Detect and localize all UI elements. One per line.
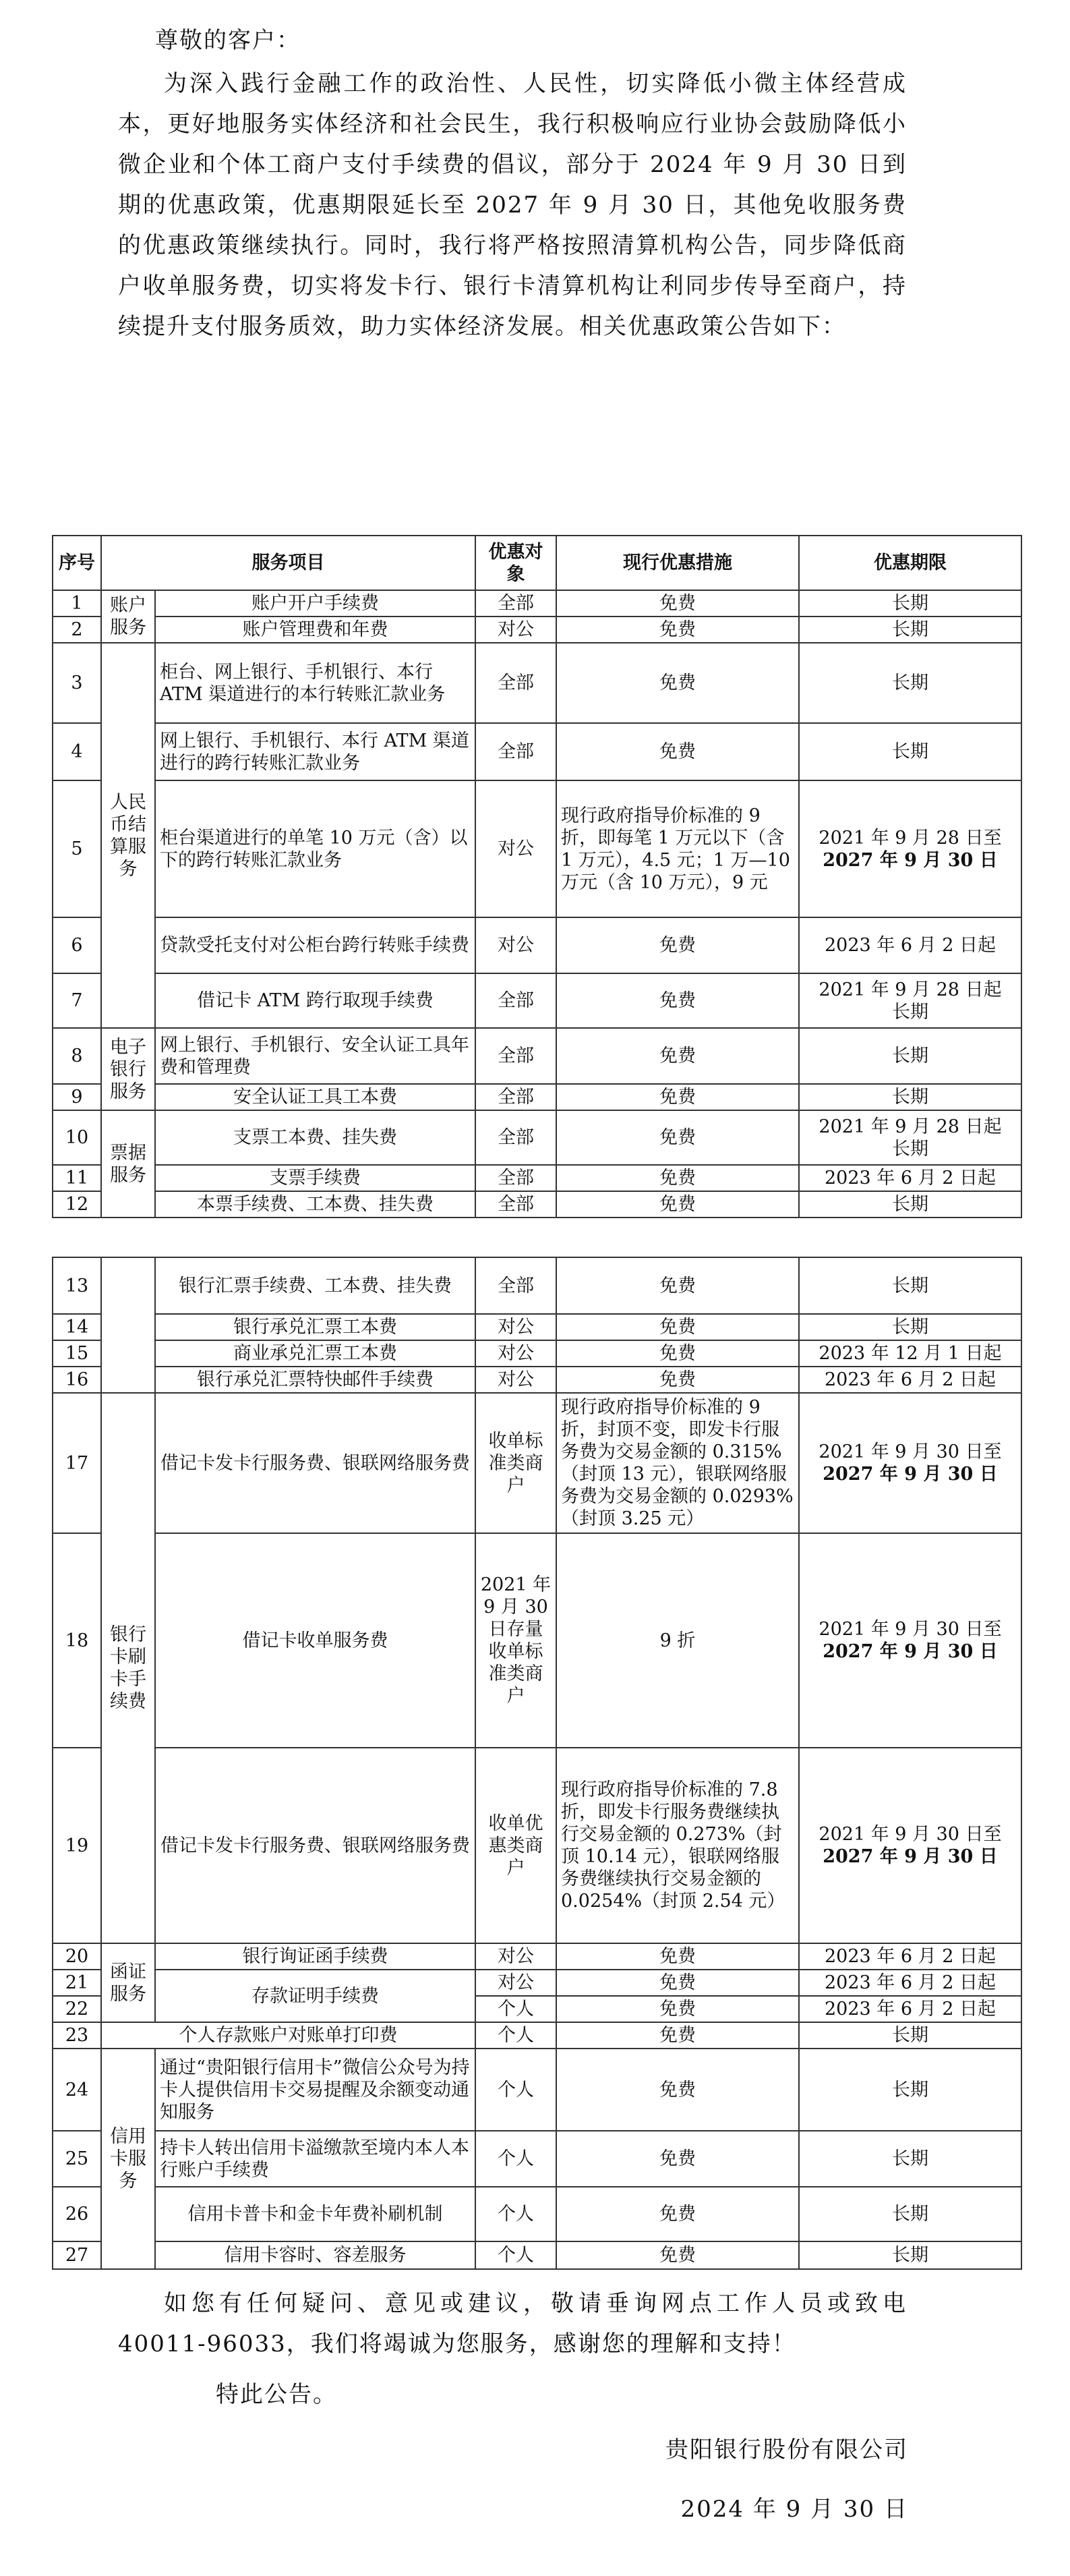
header-item: 服务项目 [101,536,475,590]
row-measure: 免费 [556,2049,799,2131]
table-row [53,2022,1021,2049]
row-period: 长期 [799,1191,1021,1218]
row-measure: 免费 [556,643,799,723]
row-item: 本票手续费、工本费、挂失费 [155,1191,475,1218]
row-target: 对公 [475,1367,556,1393]
row-target: 对公 [475,1943,556,1970]
row-item: 持卡人转出信用卡溢缴款至境内本人本行账户手续费 [155,2131,475,2187]
header-target: 优惠对象 [475,536,556,590]
row-no: 11 [53,1165,101,1191]
row-item: 账户开户手续费 [155,590,475,617]
row-period [799,780,1021,917]
row-item: 通过“贵阳银行信用卡”微信公众号为持卡人提供信用卡交易提醒及余额变动通知服务 [155,2049,475,2131]
row-item: 支票工本费、挂失费 [155,1110,475,1165]
period-end: 2027 年 9 月 30 日 [823,1846,998,1867]
row-measure: 免费 [556,2022,799,2049]
row-item: 信用卡普卡和金卡年费补刷机制 [155,2187,475,2241]
period-start: 2021 年 9 月 28 日起 [819,979,1002,1000]
row-period: 长期 [799,2131,1021,2187]
period-end: 长期 [892,1138,928,1160]
row-no: 22 [53,1996,101,2022]
fee-table-part-2 [52,1257,1022,2270]
table-row [53,1748,1021,1943]
row-target: 对公 [475,780,556,917]
row-item: 信用卡容时、容差服务 [155,2241,475,2269]
row-no: 24 [53,2049,101,2131]
row-no: 8 [53,1028,101,1084]
row-target: 全部 [475,643,556,723]
row-item: 支票手续费 [155,1165,475,1191]
row-item: 商业承兑汇票工本费 [155,1340,475,1367]
row-measure: 免费 [556,590,799,617]
header-period: 优惠期限 [799,536,1021,590]
period-end: 2027 年 9 月 30 日 [823,849,998,871]
row-measure: 现行政府指导价标准的 9 折，即每笔 1 万元以下（含 1 万元），4.5 元；1 万—10 万元（含 10 万元），9 元 [556,780,799,917]
row-period: 长期 [799,1084,1021,1110]
table-row [53,1084,1021,1110]
row-no: 4 [53,723,101,780]
row-period: 长期 [799,617,1021,643]
row-no: 25 [53,2131,101,2187]
row-item: 存款证明手续费 [155,1970,475,2022]
table-row [53,1340,1021,1367]
row-measure: 免费 [556,973,799,1028]
category-card: 银行卡刷卡手续费 [101,1393,155,1943]
table-row [53,643,1021,723]
row-target: 对公 [475,617,556,643]
row-measure: 免费 [556,2241,799,2269]
table-row [53,1165,1021,1191]
closing-paragraph: 如您有任何疑问、意见或建议，敬请垂询网点工作人员或致电 40011-96033，我们将竭诚为您服务，感谢您的理解和支持！ [118,2290,907,2357]
row-item: 安全认证工具工本费 [155,1084,475,1110]
row-measure: 免费 [556,1970,799,1996]
table-row [53,1028,1021,1084]
row-measure: 免费 [556,1028,799,1084]
row-measure: 免费 [556,2187,799,2241]
category-ebank: 电子银行服务 [101,1028,155,1110]
row-no: 19 [53,1748,101,1943]
table-row [53,973,1021,1028]
table-row [53,917,1021,973]
intro-paragraph: 为深入践行金融工作的政治性、人民性，切实降低小微主体经营成本，更好地服务实体经济和社会民生，我行积极响应行业协会鼓励降低小微企业和个体工商户支付手续费的倡议，部分于 2024 年 9 月 30 日到期的优惠政策，优惠期限延长至 2027 年 9 月 30 日，其他免收服务费的优惠政策继续执行。同时，我行将严格按照清算机构公告，同步降低商户收单服务费，切实将发卡行、银行卡清算机构让利同步传导至商户，持续提升支付服务质效，助力实体经济发展。相关优惠政策公告如下： [118,70,907,340]
table-row [53,723,1021,780]
row-target: 对公 [475,1314,556,1340]
row-target: 全部 [475,1257,556,1314]
category-credit: 信用卡服务 [101,2049,155,2269]
table-row [53,1970,1021,1996]
fee-table-part-1 [52,535,1022,1218]
row-no: 23 [53,2022,101,2049]
row-target: 全部 [475,1028,556,1084]
row-target: 个人 [475,2022,556,2049]
row-target: 全部 [475,1191,556,1218]
row-item: 银行汇票手续费、工本费、挂失费 [155,1257,475,1314]
row-item: 网上银行、手机银行、本行 ATM 渠道进行的跨行转账汇款业务 [155,723,475,780]
row-measure: 现行政府指导价标准的 7.8 折，即发卡行服务费继续执行交易金额的 0.273%（封顶 10.14 元），银联网络服务费继续执行交易金额的 0.0254%（封顶 2.54 元） [556,1748,799,1943]
row-item: 网上银行、手机银行、安全认证工具年费和管理费 [155,1028,475,1084]
row-measure: 免费 [556,1943,799,1970]
row-period: 2023 年 6 月 2 日起 [799,1943,1021,1970]
row-item: 借记卡发卡行服务费、银联网络服务费 [155,1393,475,1533]
row-measure: 免费 [556,1314,799,1340]
row-no: 27 [53,2241,101,2269]
row-item: 账户管理费和年费 [155,617,475,643]
row-period [799,1533,1021,1748]
row-period: 长期 [799,590,1021,617]
row-no: 16 [53,1367,101,1393]
signer: 贵阳银行股份有限公司 [665,2436,908,2463]
row-period: 长期 [799,1314,1021,1340]
row-period: 长期 [799,2187,1021,2241]
table-row [53,2187,1021,2241]
row-no: 17 [53,1393,101,1533]
category-account: 账户服务 [101,590,155,643]
row-target: 个人 [475,1996,556,2022]
row-period [799,973,1021,1028]
row-target: 个人 [475,2049,556,2131]
row-period [799,1748,1021,1943]
table-row [53,780,1021,917]
row-target: 收单标准类商户 [475,1393,556,1533]
row-no: 13 [53,1257,101,1314]
row-measure: 免费 [556,1367,799,1393]
period-end: 长期 [892,1001,928,1023]
row-period: 长期 [799,723,1021,780]
row-period: 长期 [799,2049,1021,2131]
table-row [53,1367,1021,1393]
row-item: 借记卡收单服务费 [155,1533,475,1748]
row-no: 12 [53,1191,101,1218]
row-item: 借记卡发卡行服务费、银联网络服务费 [155,1748,475,1943]
row-period: 长期 [799,1257,1021,1314]
row-no: 6 [53,917,101,973]
row-period: 2023 年 6 月 2 日起 [799,1996,1021,2022]
row-no: 26 [53,2187,101,2241]
row-item: 柜台渠道进行的单笔 10 万元（含）以下的跨行转账汇款业务 [155,780,475,917]
row-no: 14 [53,1314,101,1340]
row-measure: 免费 [556,1340,799,1367]
row-period: 长期 [799,643,1021,723]
publish-date: 2024 年 9 月 30 日 [680,2496,908,2523]
row-target: 全部 [475,590,556,617]
row-period: 2023 年 12 月 1 日起 [799,1340,1021,1367]
row-measure: 免费 [556,1191,799,1218]
period-start: 2021 年 9 月 30 日至 [819,1619,1002,1640]
period-start: 2021 年 9 月 28 日至 [819,827,1002,849]
period-end: 2027 年 9 月 30 日 [823,1641,998,1662]
period-start: 2021 年 9 月 28 日起 [819,1116,1002,1137]
table-row [53,1257,1021,1314]
row-measure: 免费 [556,1996,799,2022]
row-target: 全部 [475,1110,556,1165]
notice-line: 特此公告。 [216,2381,337,2408]
row-measure: 免费 [556,2131,799,2187]
period-start: 2021 年 9 月 30 日至 [819,1824,1002,1845]
row-measure: 免费 [556,917,799,973]
row-period: 2023 年 6 月 2 日起 [799,1367,1021,1393]
row-measure: 免费 [556,1257,799,1314]
row-no: 1 [53,590,101,617]
row-no: 18 [53,1533,101,1748]
table-row [53,2241,1021,2269]
table-row [53,1314,1021,1340]
row-period: 长期 [799,1028,1021,1084]
row-period: 长期 [799,2022,1021,2049]
salutation: 尊敬的客户： [155,27,301,54]
row-no: 2 [53,617,101,643]
category-bill-continued [101,1257,155,1393]
row-target: 2021 年 9 月 30 日存量收单标准类商户 [475,1533,556,1748]
row-period [799,1393,1021,1533]
table-row [53,617,1021,643]
row-target: 收单优惠类商户 [475,1748,556,1943]
header-no: 序号 [53,536,101,590]
row-no: 10 [53,1110,101,1165]
row-no: 5 [53,780,101,917]
row-target: 全部 [475,1084,556,1110]
row-measure: 9 折 [556,1533,799,1748]
row-item: 银行询证函手续费 [155,1943,475,1970]
row-measure: 免费 [556,1110,799,1165]
row-measure: 免费 [556,1084,799,1110]
row-no: 15 [53,1340,101,1367]
row-item: 贷款受托支付对公柜台跨行转账手续费 [155,917,475,973]
row-measure: 免费 [556,1165,799,1191]
table-row [53,1110,1021,1165]
row-target: 全部 [475,1165,556,1191]
row-item: 借记卡 ATM 跨行取现手续费 [155,973,475,1028]
row-no: 7 [53,973,101,1028]
row-measure: 现行政府指导价标准的 9 折，封顶不变，即发卡行服务费为交易金额的 0.315%（封顶 13 元），银联网络服务费为交易金额的 0.0293%（封顶 3.25 元） [556,1393,799,1533]
row-target: 对公 [475,917,556,973]
row-target: 全部 [475,973,556,1028]
row-item: 柜台、网上银行、手机银行、本行 ATM 渠道进行的本行转账汇款业务 [155,643,475,723]
row-no: 9 [53,1084,101,1110]
table-row [53,2131,1021,2187]
row-measure: 免费 [556,617,799,643]
row-no: 20 [53,1943,101,1970]
header-measure: 现行优惠措施 [556,536,799,590]
table-row [53,1533,1021,1748]
period-end: 2027 年 9 月 30 日 [823,1464,998,1485]
table-header-row [53,536,1021,590]
row-period: 长期 [799,2241,1021,2269]
period-start: 2021 年 9 月 30 日至 [819,1441,1002,1462]
row-period [799,1110,1021,1165]
row-target: 个人 [475,2241,556,2269]
row-period: 2023 年 6 月 2 日起 [799,1165,1021,1191]
row-period: 2023 年 6 月 2 日起 [799,917,1021,973]
row-item: 银行承兑汇票工本费 [155,1314,475,1340]
row-period: 2023 年 6 月 2 日起 [799,1970,1021,1996]
row-no: 3 [53,643,101,723]
row-measure: 免费 [556,723,799,780]
table-row [53,2049,1021,2131]
category-bill: 票据服务 [101,1110,155,1218]
table-row [53,1191,1021,1218]
row-item: 银行承兑汇票特快邮件手续费 [155,1367,475,1393]
row-target: 全部 [475,723,556,780]
category-cert: 函证服务 [101,1943,155,2022]
row-target: 对公 [475,1970,556,1996]
table-row [53,1393,1021,1533]
category-rmb: 人民币结算服务 [101,643,155,1028]
row-no: 21 [53,1970,101,1996]
row-item: 个人存款账户对账单打印费 [101,2022,475,2049]
row-target: 对公 [475,1340,556,1367]
row-target: 个人 [475,2187,556,2241]
row-target: 个人 [475,2131,556,2187]
table-row [53,1943,1021,1970]
table-row [53,590,1021,617]
